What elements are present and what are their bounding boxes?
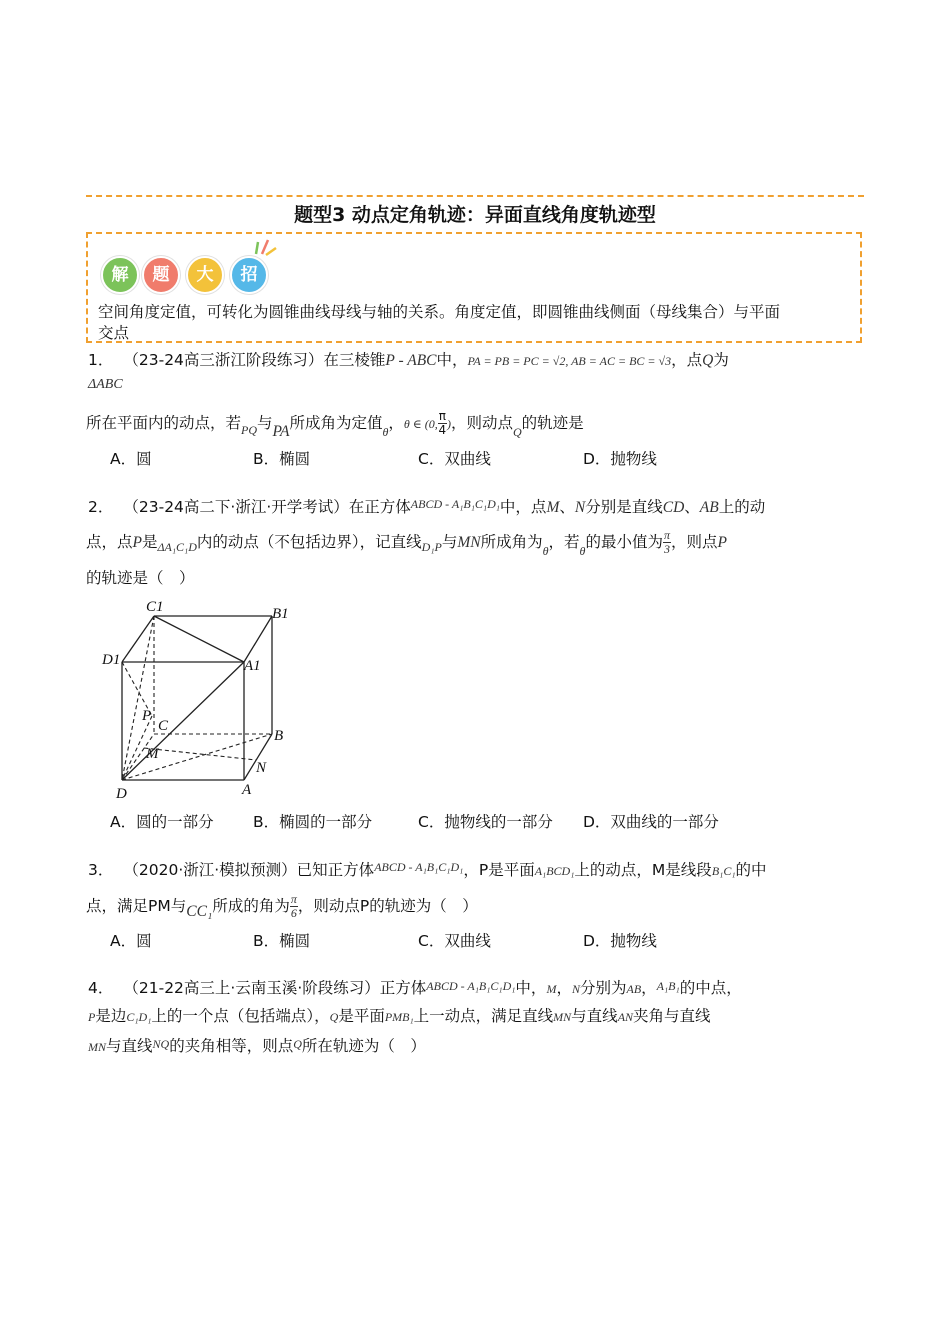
q3-number: 3． (88, 861, 114, 879)
q4-N: N (571, 982, 580, 996)
diag-C1-A1 (154, 616, 244, 662)
q2-dun2: 、 (684, 498, 700, 516)
q2-theta: θ (542, 544, 549, 558)
badge-char-4: 招 (230, 256, 268, 294)
q2-M: M (546, 499, 560, 516)
label-D1: D1 (102, 652, 121, 668)
q2-D1P: D₁P (421, 540, 442, 554)
q4-l1b: 分别为 (579, 979, 627, 997)
hidden-M-N (144, 748, 256, 760)
q3-CC1: CC₁ (186, 903, 213, 920)
q1-l2a: 所在平面内的动点，若 (86, 414, 242, 432)
q4-c2: ， (641, 979, 657, 997)
label-B1: B1 (272, 606, 289, 622)
q3-option-d: D．抛物线 (583, 932, 657, 950)
q2-source: （23-24高二下·浙江·开学考试）在正方体 (123, 498, 411, 516)
q2-l2d: 所成角为 (480, 533, 543, 551)
q1-l2b: 所成角为定值 (289, 414, 383, 432)
q4-l3c: 所在轨迹为（ ） (301, 1037, 426, 1055)
hidden-D-M-B (122, 734, 272, 780)
q4-l2e: 与直线 (571, 1007, 618, 1025)
q4-AN: AN (617, 1010, 634, 1024)
q4-Q2: Q (293, 1037, 302, 1051)
q3-PM: PM (148, 897, 171, 915)
q3-l2d: 的轨迹为（ ） (369, 897, 478, 915)
label-C1: C1 (146, 599, 164, 615)
q2-l1b: 分别是直线 (585, 498, 663, 516)
q4-l2f: 夹角与直线 (633, 1007, 711, 1025)
q3-l1a: ， (463, 861, 479, 879)
q1-dian: ，点 (671, 351, 703, 369)
q1-PQ: PQ (241, 423, 258, 437)
q3-P2: P (359, 897, 370, 915)
q3-option-c: C．双曲线 (418, 932, 491, 950)
q2-l2f: 的最小值为 (585, 533, 663, 551)
q2-cube: ABCD - A₁B₁C₁D₁ (410, 497, 500, 511)
edge-A1-B1 (244, 616, 272, 662)
q4-line-2 (88, 1006, 711, 1027)
q3-l2a: 点，满足 (86, 897, 149, 915)
q3-l1e: 的中 (735, 861, 767, 879)
q3-cube: ABCD - A₁B₁C₁D₁ (374, 860, 464, 874)
q4-line-1 (88, 976, 742, 999)
cube-figure (98, 594, 298, 804)
q1-yu: 与 (257, 414, 273, 432)
q4-MN: MN (553, 1010, 572, 1024)
q3-l1b: 是平面 (488, 861, 535, 879)
q3-option-a: A．圆 (110, 932, 152, 950)
diag-A1-D (122, 662, 244, 780)
q1-number: 1． (88, 351, 114, 369)
q3-M: M (651, 861, 666, 879)
q3-pi-over-6: $\frac{\pi}{6}$ (290, 892, 297, 920)
q4-C1D1: C₁D₁ (126, 1010, 152, 1024)
q4-l3a: 与直线 (106, 1037, 153, 1055)
label-P: P (142, 708, 152, 724)
q3-l2c: ，则动点 (297, 897, 360, 915)
q2-l1c: 上的动 (718, 498, 766, 516)
q2-line-1 (88, 494, 765, 518)
q1-PA: PA (272, 423, 290, 440)
q4-cube: ABCD - A₁B₁C₁D₁ (426, 979, 516, 993)
q1-pi-over-4: $\frac{\pi}{4}$ (438, 409, 447, 437)
q3-line-2 (86, 890, 478, 928)
q1-source: （23-24高三浙江阶段练习）在三棱锥 (123, 351, 386, 369)
q1-theta: θ (382, 425, 389, 439)
q2-N: N (574, 499, 586, 516)
label-D: D (116, 786, 127, 802)
q2-l2a: 点，点 (86, 533, 133, 551)
q1-l2d: 的轨迹是 (521, 414, 584, 432)
q3-plane: A₁BCD₁ (534, 864, 575, 878)
q4-P: P (88, 1010, 96, 1024)
sparkle-icon (250, 236, 280, 258)
q2-AB: AB (699, 499, 719, 516)
q1-wei: 为 (713, 351, 729, 369)
q4-Q: Q (329, 1010, 339, 1024)
q4-M: M (546, 982, 557, 996)
q2-l2b: 是 (141, 533, 158, 551)
q2-P2: P (717, 534, 727, 551)
q2-option-a: A．圆的一部分 (110, 813, 214, 831)
tip-line-1: 空间角度定值，可转化为圆锥曲线母线与轴的关系。角度定值，即圆锥曲线侧面（母线集合）与平面 (98, 303, 781, 321)
q3-P: P (478, 861, 489, 879)
q3-l1c: 上的动点， (574, 861, 652, 879)
top-dashed-rule (86, 195, 864, 197)
q2-line-3: 的轨迹是（ ） (86, 569, 195, 587)
q1-comma: ， (388, 414, 404, 432)
q2-dun: 、 (559, 498, 575, 516)
q2-l2g: ，则点 (670, 533, 718, 551)
q1-zhong: 中， (436, 351, 468, 369)
q4-NQ: NQ (152, 1037, 170, 1051)
q4-MN2: MN (88, 1040, 106, 1054)
q1-Q2: Q (512, 425, 522, 439)
q2-P: P (132, 534, 142, 551)
q1-l2c: ，则动点 (450, 414, 513, 432)
q4-l2b: 上的一个点（包括端点）， (151, 1007, 330, 1025)
q3-yu: 与 (170, 897, 187, 915)
q3-source: （2020·浙江·模拟预测）已知正方体 (123, 861, 375, 879)
q2-tri: ΔA₁C₁D (157, 540, 197, 554)
q2-l2c: 内的动点（不包括边界），记直线 (196, 533, 422, 551)
q1-condition: PA = PB = PC = √2, AB = AC = BC = √3 (467, 354, 672, 368)
q4-l3b: 的夹角相等，则点 (169, 1037, 294, 1055)
q4-l2d: 上一动点，满足直线 (413, 1007, 554, 1025)
q2-yu: 与 (441, 533, 458, 551)
q1-range-a: θ ∈ (0, (403, 417, 438, 431)
q2-CD: CD (662, 499, 685, 516)
q3-B1C1: B₁C₁ (711, 864, 736, 878)
q2-option-c: C．抛物线的一部分 (418, 813, 553, 831)
q4-AB: AB (626, 982, 642, 996)
q3-option-b: B．椭圆 (253, 932, 311, 950)
q1-tetra: P - ABC (385, 352, 437, 369)
section-title: 题型3 动点定角轨迹：异面直线角度轨迹型 (294, 204, 656, 226)
q4-l1c: 的中点， (679, 979, 742, 997)
q4-l1a: 中， (515, 979, 547, 997)
q1-range-b: ) (446, 417, 451, 431)
q1-line-2 (86, 408, 584, 447)
q1-option-d: D．抛物线 (583, 450, 657, 468)
q2-theta2: θ (579, 544, 586, 558)
q1-option-c: C．双曲线 (418, 450, 491, 468)
q4-source: （21-22高三上·云南玉溪·阶段练习）正方体 (123, 979, 427, 997)
q3-line-1 (88, 857, 767, 881)
label-C: C (158, 718, 169, 734)
q2-MN: MN (457, 534, 481, 551)
label-N: N (256, 760, 267, 776)
q2-l2e: ，若 (548, 533, 580, 551)
q2-l1a: 中，点 (499, 498, 547, 516)
q3-l2b: 所成的角为 (212, 897, 290, 915)
q4-c1: ， (556, 979, 572, 997)
q1-Q: Q (702, 352, 714, 369)
tip-line-2: 交点 (98, 324, 130, 342)
q3-l1d: 是线段 (665, 861, 712, 879)
badge-char-2: 题 (142, 256, 180, 294)
label-A: A (242, 782, 252, 798)
badge-char-1: 解 (101, 256, 139, 294)
q1-line-1 (88, 350, 729, 371)
label-A1: A1 (244, 658, 261, 674)
q2-number: 2． (88, 498, 114, 516)
q2-pi-over-3: $\frac{\pi}{3}$ (663, 528, 670, 556)
label-B: B (274, 728, 284, 744)
q4-A1B1: A₁B₁ (656, 979, 680, 993)
q4-PMB1: PMB₁ (384, 1010, 414, 1024)
q1-option-b: B．椭圆 (253, 450, 311, 468)
q2-option-d: D．双曲线的一部分 (583, 813, 719, 831)
q2-line-2 (86, 526, 727, 567)
q1-triangle: ΔABC (88, 377, 123, 392)
q4-l2a: 是边 (95, 1007, 127, 1025)
q1-option-a: A．圆 (110, 450, 152, 468)
label-M: M (146, 746, 159, 762)
q4-line-3 (88, 1034, 426, 1057)
badge-char-3: 大 (186, 256, 224, 294)
q4-number: 4． (88, 979, 114, 997)
q4-l2c: 是平面 (338, 1007, 385, 1025)
q2-option-b: B．椭圆的一部分 (253, 813, 373, 831)
